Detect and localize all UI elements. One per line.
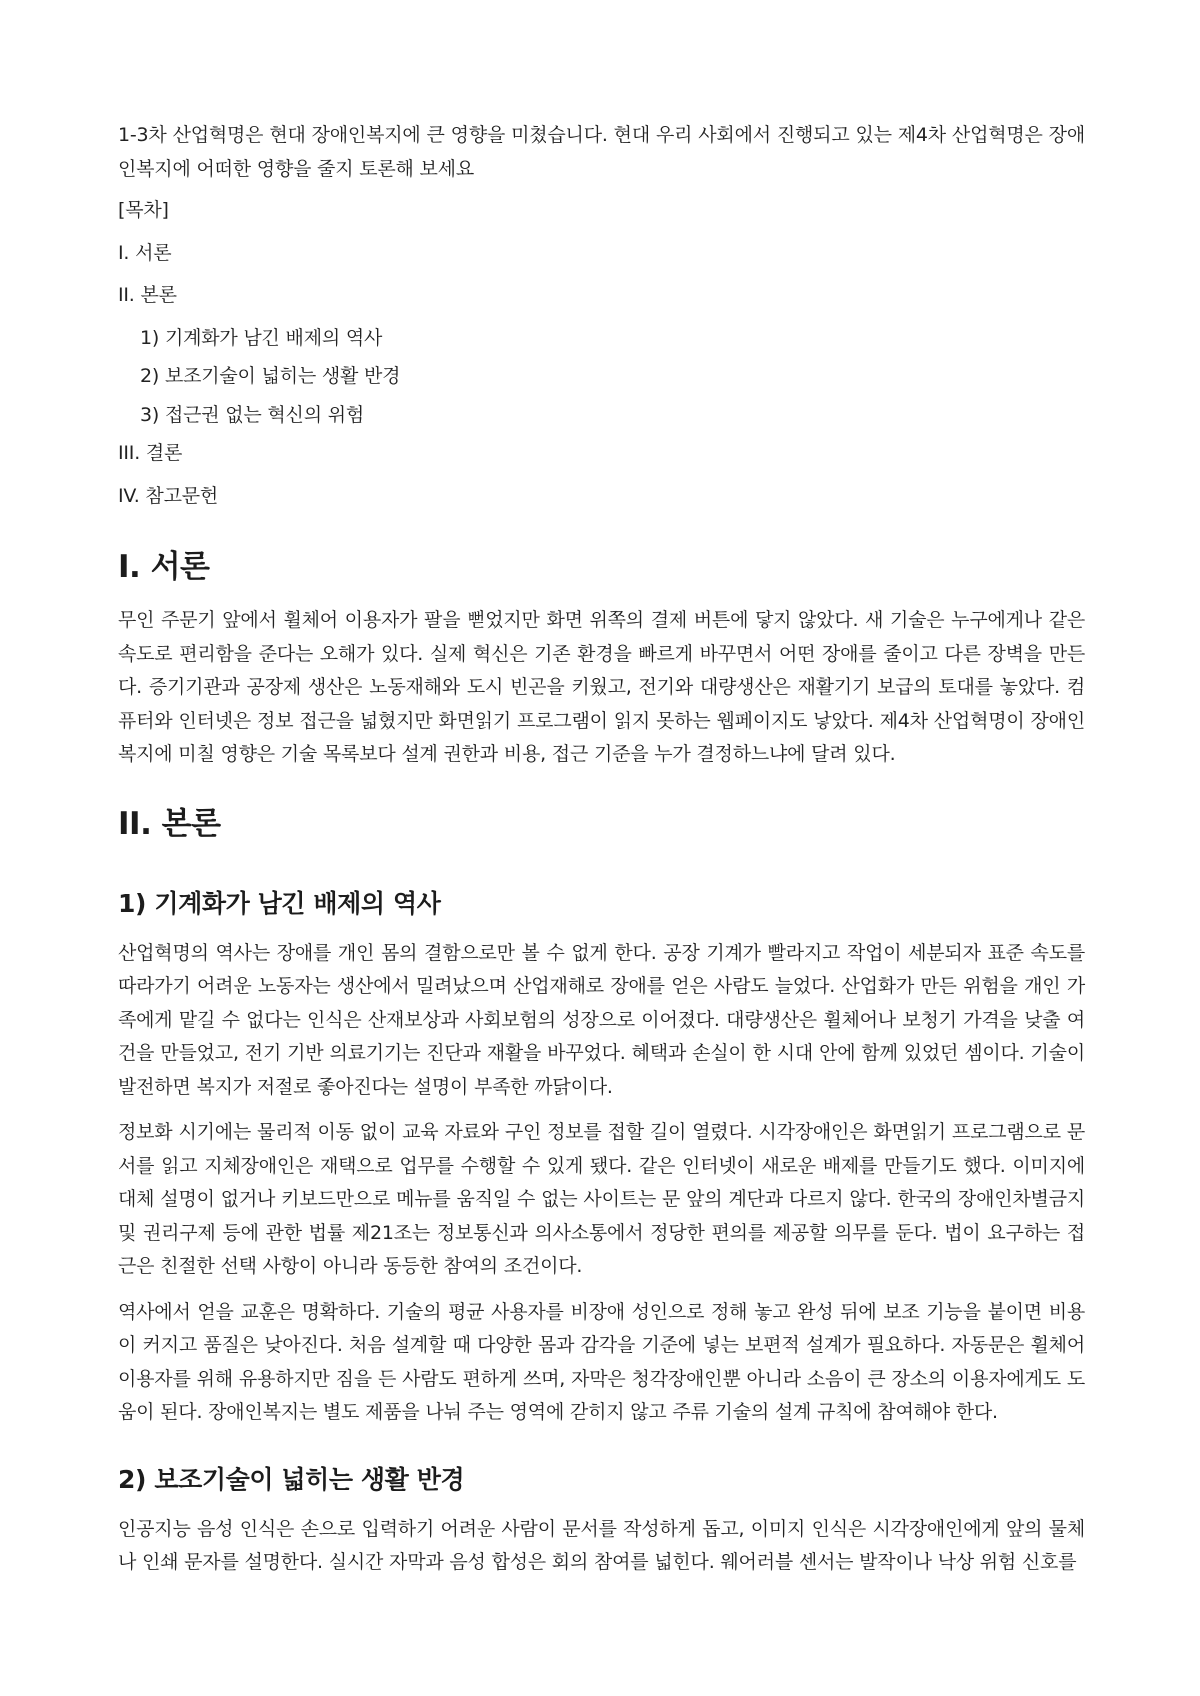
toc-heading: [목차] xyxy=(118,199,169,221)
subsection-assistive-technology xyxy=(118,1462,1085,1580)
section-heading-introduction: I. 서론 xyxy=(118,549,210,585)
paragraph: 인공지능 음성 인식은 손으로 입력하기 어려운 사람이 문서를 작성하게 돕고, 이미지 인식은 시각장애인에게 앞의 물체나 인쇄 문자를 설명한다. 실시간 자막과 음성 합성은 회의 참여를 넓힌다. 웨어러블 센서는 발작이나 낙상 위험 신호를 xyxy=(118,1517,1085,1573)
subsection-mechanization-history xyxy=(118,886,1085,1430)
toc-item-body: II. 본론 xyxy=(118,284,177,306)
toc-item-body-1: 1) 기계화가 남긴 배제의 역사 xyxy=(140,326,383,349)
section-heading-body: II. 본론 xyxy=(118,805,221,842)
subsection-heading: 1) 기계화가 남긴 배제의 역사 xyxy=(118,888,441,918)
table-of-contents xyxy=(118,194,1085,513)
toc-item-introduction: I. 서론 xyxy=(118,241,172,264)
toc-item-references: IV. 참고문헌 xyxy=(118,484,219,507)
paragraph: 무인 주문기 앞에서 휠체어 이용자가 팔을 뻗었지만 화면 위쪽의 결제 버튼에 닿지 않았다. 새 기술은 누구에게나 같은 속도로 편리함을 준다는 오해가 있다. 실제 혁신은 기존 환경을 빠르게 바꾸면서 어떤 장애를 줄이고 다른 장벽을 만든다. 증기기관과 공장제 생산은 노동재해와 도시 빈곤을 키웠고, 전기와 대량생산은 재활기기 보급의 토대를 놓았다. 컴퓨터와 인터넷은 정보 접근을 넓혔지만 화면읽기 프로그램이 읽지 못하는 웹페이지도 낳았다. 제4차 산업혁명이 장애인복지에 미칠 영향은 기술 목록보다 설계 권한과 비용, 접근 기준을 누가 결정하느냐에 달려 있다. xyxy=(118,609,1085,765)
body-section xyxy=(118,803,1085,1580)
paragraph: 산업혁명의 역사는 장애를 개인 몸의 결함으로만 볼 수 없게 한다. 공장 기계가 빨라지고 작업이 세분되자 표준 속도를 따라가기 어려운 노동자는 생산에서 밀려났으며 산업재해로 장애를 얻은 사람도 늘었다. 산업화가 만든 위험을 개인 가족에게 맡길 수 없다는 인식은 산재보상과 사회보험의 성장으로 이어졌다. 대량생산은 휠체어나 보청기 가격을 낮출 여건을 만들었고, 전기 기반 의료기기는 진단과 재활을 바꾸었다. 혜택과 손실이 한 시대 안에 함께 있었던 셈이다. 기술이 발전하면 복지가 저절로 좋아진다는 설명이 부족한 까닭이다. xyxy=(118,941,1085,1098)
subsection-heading: 2) 보조기술이 넓히는 생활 반경 xyxy=(118,1464,465,1494)
paragraph: 역사에서 얻을 교훈은 명확하다. 기술의 평균 사용자를 비장애 성인으로 정해 놓고 완성 뒤에 보조 기능을 붙이면 비용이 커지고 품질은 낮아진다. 처음 설계할 때 다양한 몸과 감각을 기준에 넣는 보편적 설계가 필요하다. 자동문은 휠체어 이용자를 위해 유용하지만 짐을 든 사람도 편하게 쓰며, 자막은 청각장애인뿐 아니라 소음이 큰 장소의 이용자에게도 도움이 된다. 장애인복지는 별도 제품을 나눠 주는 영역에 갇히지 않고 주류 기술의 설계 규칙에 참여해야 한다. xyxy=(118,1300,1085,1423)
toc-item-conclusion: III. 결론 xyxy=(118,442,183,464)
assignment-question: 1-3차 산업혁명은 현대 장애인복지에 큰 영향을 미쳤습니다. 현대 우리 사회에서 진행되고 있는 제4차 산업혁명은 장애인복지에 어떠한 영향을 줄지 토론해 보세요 xyxy=(118,124,1085,180)
toc-item-body-2: 2) 보조기술이 넓히는 생활 반경 xyxy=(140,365,401,387)
paragraph: 정보화 시기에는 물리적 이동 없이 교육 자료와 구인 정보를 접할 길이 열렸다. 시각장애인은 화면읽기 프로그램으로 문서를 읽고 지체장애인은 재택으로 업무를 수행할 수 있게 됐다. 같은 인터넷이 새로운 배제를 만들기도 했다. 이미지에 대체 설명이 없거나 키보드만으로 메뉴를 움직일 수 없는 사이트는 문 앞의 계단과 다르지 않다. 한국의 장애인차별금지 및 권리구제 등에 관한 법률 제21조는 정보통신과 의사소통에서 정당한 편의를 제공할 의무를 둔다. 법이 요구하는 접근은 친절한 선택 사항이 아니라 동등한 참여의 조건이다. xyxy=(118,1121,1085,1277)
toc-item-body-3: 3) 접근권 없는 혁신의 위험 xyxy=(140,403,364,426)
introduction-section xyxy=(118,546,1085,772)
